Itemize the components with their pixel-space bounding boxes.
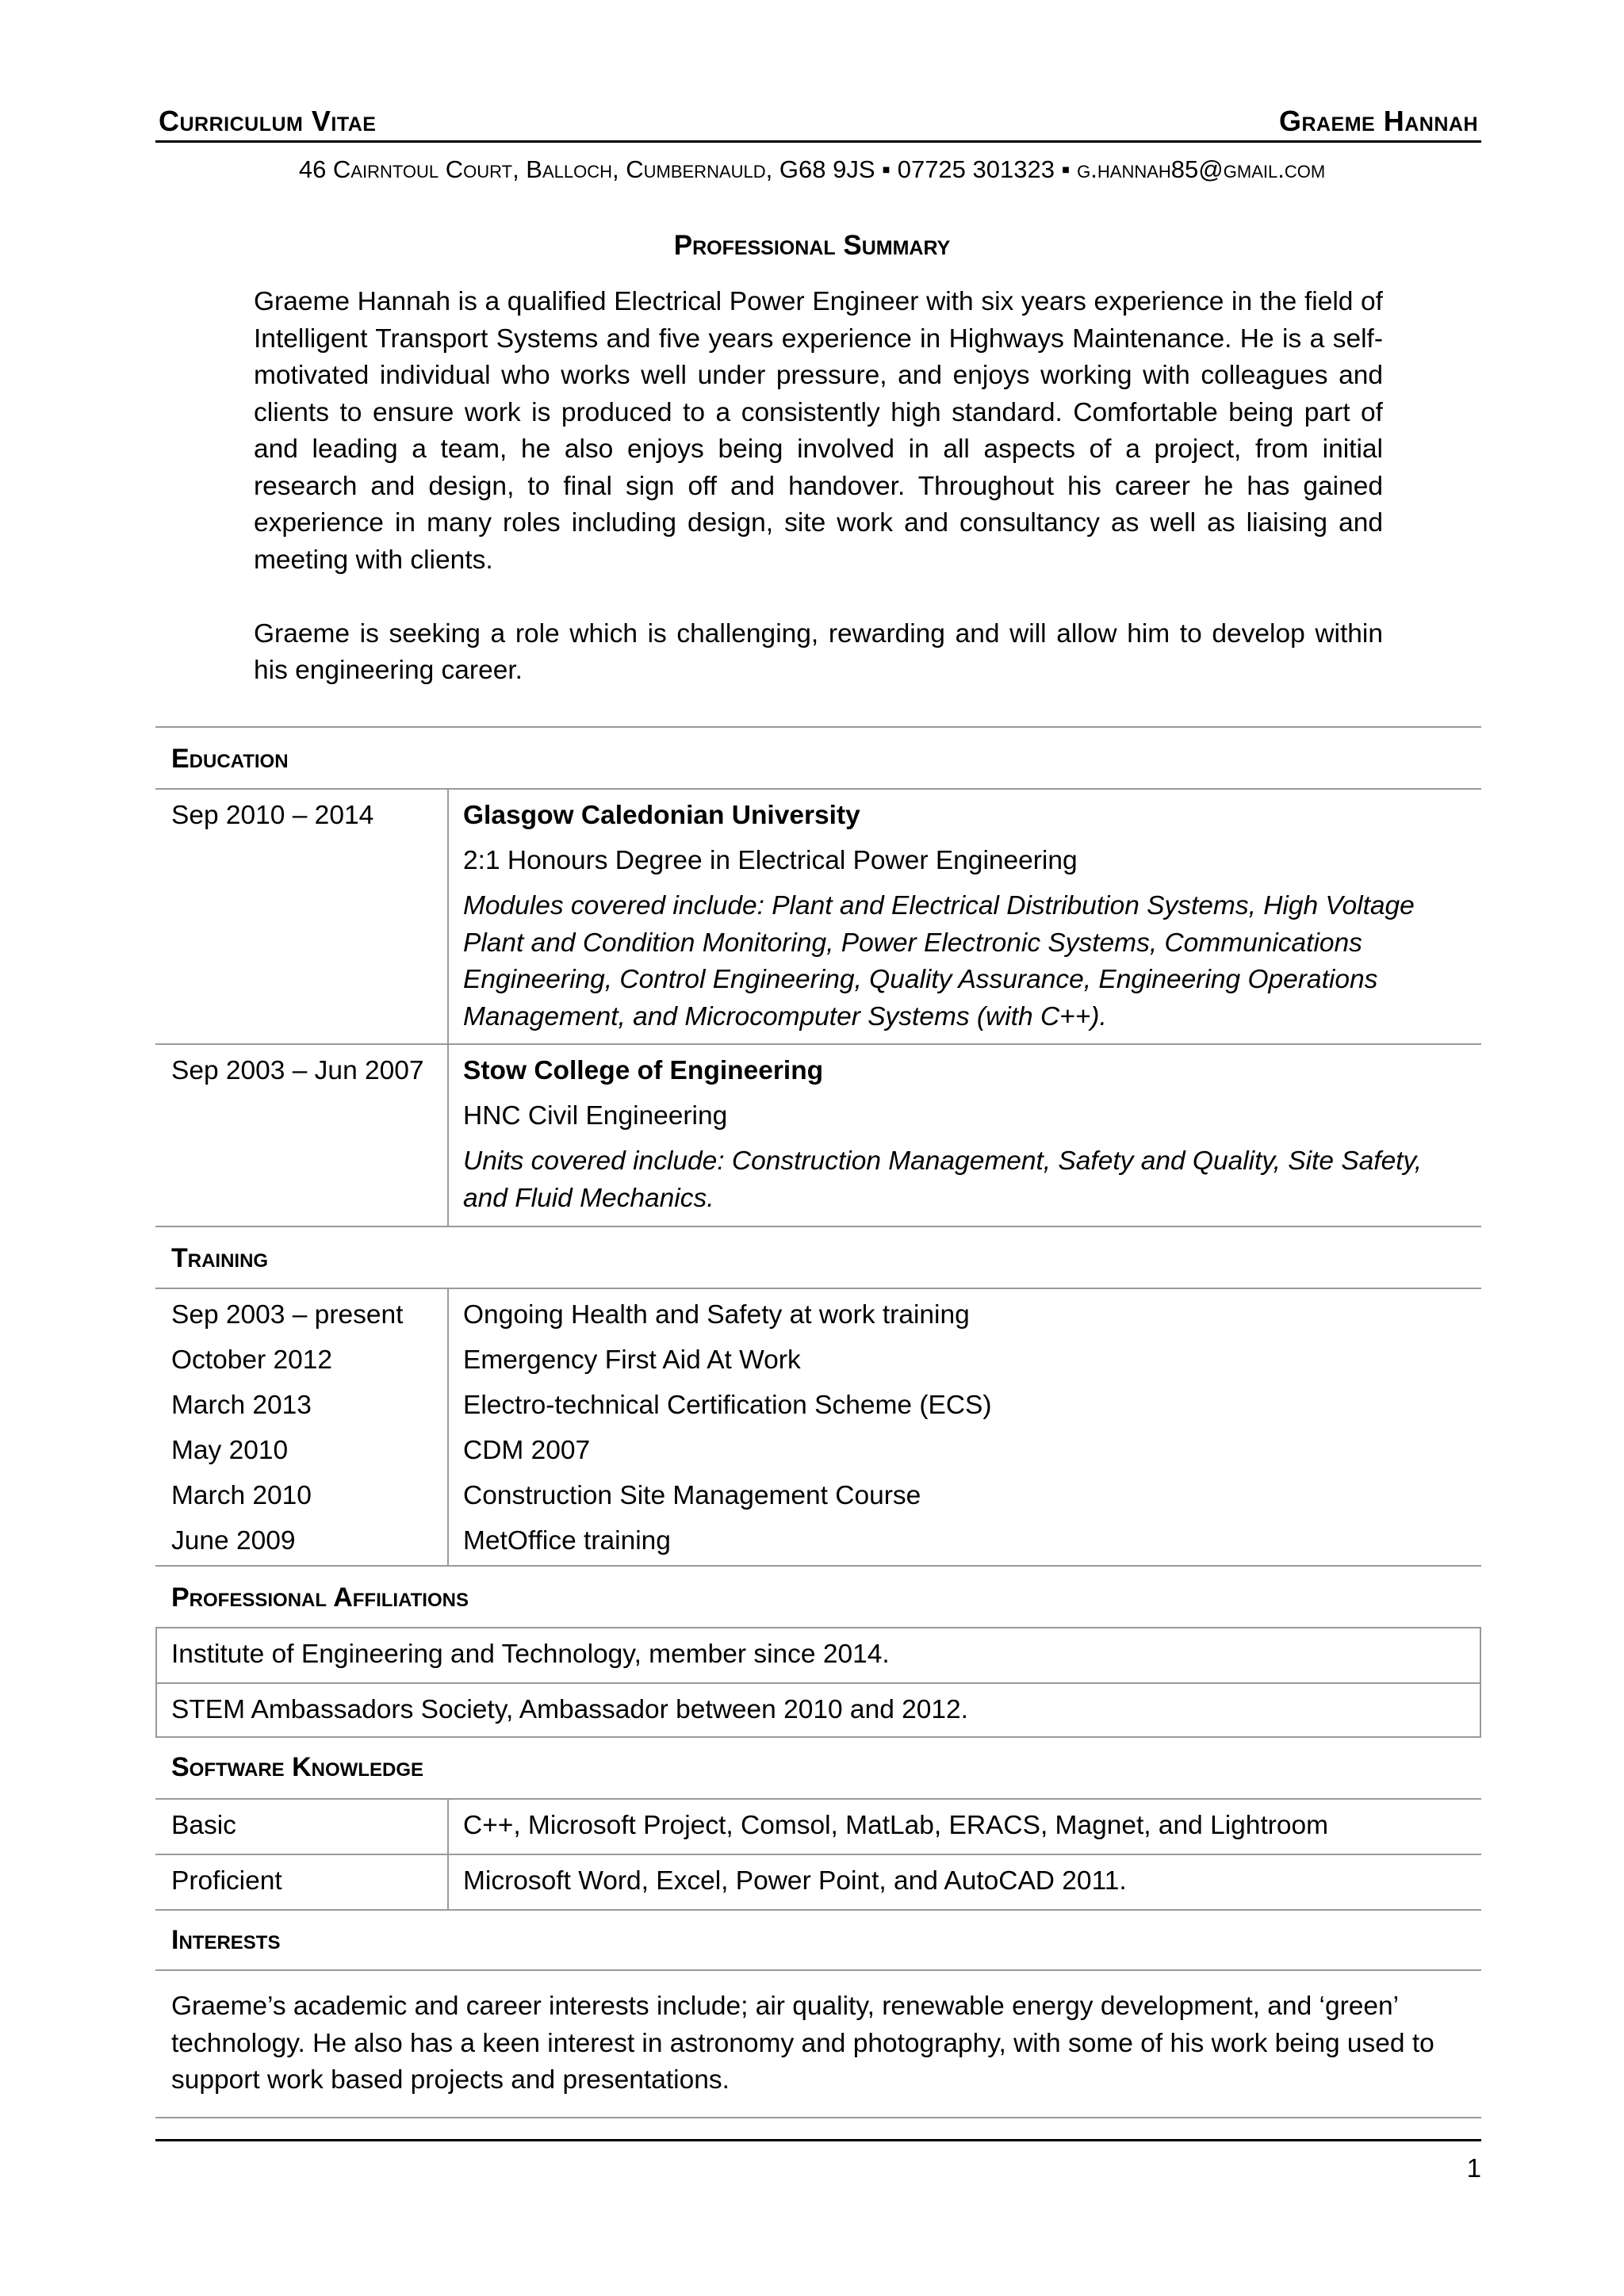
education-heading: Education: [171, 744, 289, 774]
document-title: Curriculum Vitae: [159, 105, 377, 137]
affiliation-item: STEM Ambassadors Society, Ambassador between 2010 and 2012.: [171, 1695, 968, 1724]
summary-body: [254, 284, 1383, 690]
training-date: May 2010: [171, 1436, 289, 1465]
page-number: 1: [1466, 2153, 1481, 2183]
education-institution: Glasgow Caledonian University: [463, 801, 860, 830]
summary-paragraph: Graeme is seeking a role which is challenging, rewarding and will allow him to develop within his engineering career.: [254, 618, 1383, 685]
interests-heading: Interests: [171, 1925, 281, 1955]
column-divider: [447, 1798, 449, 1909]
candidate-name: Graeme Hannah: [1278, 105, 1478, 137]
education-dates: Sep 2003 – Jun 2007: [171, 1056, 424, 1085]
education-institution: Stow College of Engineering: [463, 1056, 824, 1085]
education-details: Units covered include: Construction Management, Safety and Quality, Site Safety, and Fluid Mechanics.: [463, 1146, 1423, 1213]
section-divider: [155, 1969, 1481, 1971]
section-divider: [155, 788, 1481, 790]
column-divider: [447, 1288, 449, 1565]
section-divider: [155, 1798, 1481, 1800]
section-divider: [155, 1226, 1481, 1227]
row-divider: [155, 1854, 1481, 1855]
summary-heading: Professional Summary: [673, 230, 951, 261]
section-divider: [155, 2117, 1481, 2118]
section-divider: [155, 726, 1481, 728]
training-course: Electro-technical Certification Scheme (ECS): [463, 1391, 992, 1420]
summary-paragraph: Graeme Hannah is a qualified Electrical Power Engineer with six years experience in the field of Intelligent Transport Systems and five years experience in Highways Maintenance. He is a self-motivated individual who works well under pressure, and enjoys working with colleagues and clients to ensure work is produced to a consistently high standard. Comfortable being part of and leading a team, he also enjoys being involved in all aspects of a project, from initial research and design, to final sign off and handover. Throughout his career he has gained experience in many roles including design, site work and consultancy as well as liaising and meeting with clients.: [254, 287, 1383, 575]
education-details: Modules covered include: Plant and Electrical Distribution Systems, High Voltage Plant and Condition Monitoring, Power Electronic Systems, Communications Engineering, Control Engineering, Quality Assurance, Engineering Operations Management, and Microcomputer Systems (with C++).: [463, 891, 1415, 1031]
training-course: Construction Site Management Course: [463, 1481, 921, 1510]
training-date: March 2013: [171, 1391, 312, 1420]
training-course: CDM 2007: [463, 1436, 591, 1465]
software-heading: Software Knowledge: [171, 1752, 423, 1782]
training-course: MetOffice training: [463, 1526, 671, 1556]
training-date: March 2010: [171, 1481, 312, 1510]
affiliations-heading: Professional Affiliations: [171, 1582, 469, 1613]
training-course: Ongoing Health and Safety at work training: [463, 1300, 970, 1330]
section-divider: [155, 1565, 1481, 1567]
contact-line: 46 Cairntoul Court, Balloch, Cumbernauld, G68 9JS ▪ 07725 301323 ▪ g.hannah85@gmail.com: [298, 155, 1326, 183]
row-divider: [155, 1043, 1481, 1045]
education-qualification: HNC Civil Engineering: [463, 1101, 728, 1131]
section-divider: [155, 1909, 1481, 1911]
affiliation-item: Institute of Engineering and Technology, member since 2014.: [171, 1640, 890, 1669]
footer-rule: [155, 2139, 1481, 2141]
row-divider: [155, 1682, 1481, 1684]
training-course: Emergency First Aid At Work: [463, 1345, 801, 1375]
education-qualification: 2:1 Honours Degree in Electrical Power Engineering: [463, 846, 1078, 875]
training-date: October 2012: [171, 1345, 332, 1375]
page-header: [155, 98, 1481, 143]
training-date: Sep 2003 – present: [171, 1300, 404, 1330]
software-level: Basic: [171, 1811, 236, 1840]
software-tools: C++, Microsoft Project, Comsol, MatLab, ERACS, Magnet, and Lightroom: [463, 1811, 1329, 1840]
column-divider: [447, 788, 449, 1226]
software-level: Proficient: [171, 1866, 282, 1896]
training-date: June 2009: [171, 1526, 296, 1556]
section-divider: [155, 1288, 1481, 1289]
education-dates: Sep 2010 – 2014: [171, 801, 374, 830]
training-heading: Training: [171, 1243, 269, 1273]
interests-text: Graeme’s academic and career interests include; air quality, renewable energy development, and ‘green’ technology. He also has a keen interest in astronomy and photography, with some of his work being used to support work based projects and presentations.: [171, 1992, 1434, 2095]
software-tools: Microsoft Word, Excel, Power Point, and AutoCAD 2011.: [463, 1866, 1127, 1896]
